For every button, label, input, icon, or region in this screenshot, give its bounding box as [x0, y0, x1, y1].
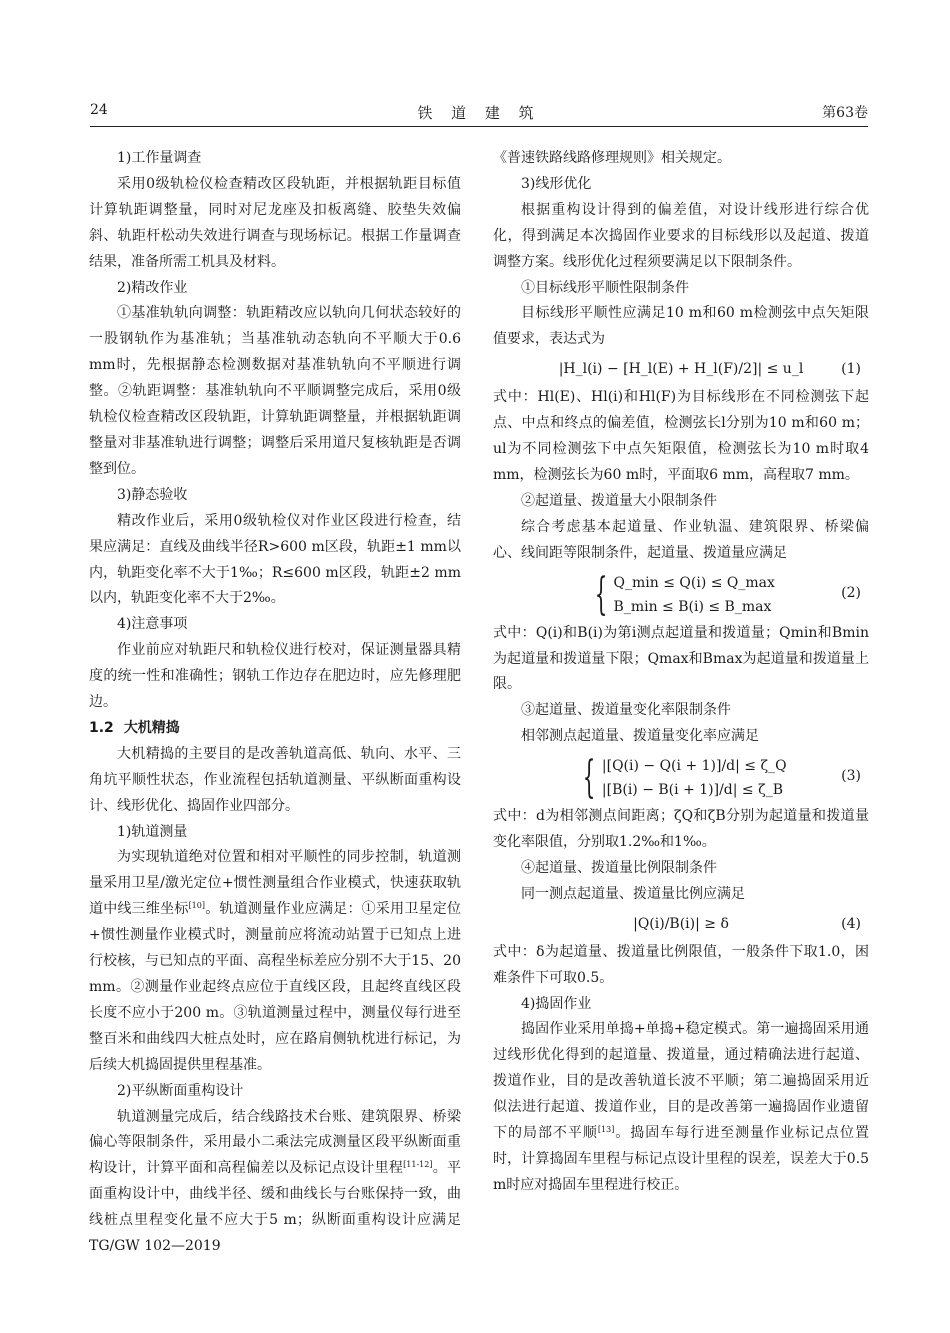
page-number: 24 — [90, 102, 108, 118]
paragraph: 综合考虑基本起道量、作业轨温、建筑限界、桥梁偏心、线间距等限制条件，起道量、拨道量应满足 — [493, 518, 869, 561]
section-title: 大机精捣 — [123, 719, 180, 736]
equation-system — [614, 571, 775, 619]
equation-line: B_min ≤ B(i) ≤ B_max — [613, 598, 772, 615]
paragraph: 作业前应对轨距尺和轨检仪进行校对，保证测量器具精度的统一性和准确性；钢轨工作边存在肥边时，应先修理肥边。 — [89, 642, 461, 711]
citation: [10] — [188, 901, 205, 911]
citation: [13] — [597, 1125, 615, 1135]
condition-heading: ③起道量、拨道量变化率限制条件 — [521, 702, 731, 719]
journal-title: 铁 道 建 筑 — [417, 104, 541, 122]
volume-label: 第63卷 — [822, 105, 868, 121]
equation-line: Q_min ≤ Q(i) ≤ Q_max — [613, 574, 775, 591]
equation-system — [602, 754, 787, 802]
subsection-heading: 3)线形优化 — [521, 175, 592, 192]
equation-body: |Q(i)/B(i)| ≥ δ — [633, 915, 729, 932]
subsection-heading: 4)捣固作业 — [521, 995, 592, 1012]
equation-line: |[Q(i) − Q(i + 1)]/d| ≤ ζ_Q — [601, 758, 787, 775]
paragraph: 相邻测点起道量、拨道量变化率应满足 — [521, 728, 759, 745]
subsection-heading: 1)工作量调查 — [117, 150, 202, 166]
brace-symbol: { — [583, 752, 596, 804]
header-rule — [90, 126, 868, 127]
equation-number: (2) — [841, 584, 861, 601]
subsection-heading: 4)注意事项 — [117, 616, 188, 633]
equation-line: |[B(i) − B(i + 1)]/d| ≤ ζ_B — [601, 782, 783, 799]
equation-2 — [493, 567, 869, 621]
subsection-heading: 1)轨道测量 — [117, 823, 188, 840]
left-column — [89, 146, 461, 1260]
paragraph: 式中：Hl(E)、Hl(i)和Hl(F)为目标线形在不同检测弦下起点、中点和终点的偏差值，检测弦长l分别为10 m和60 m；ul为不同检测弦下中点矢矩限值，检测弦长为10 m时取4 mm，检测弦长为60 m时，平面取6 mm，高程取7 mm。 — [493, 389, 869, 483]
paragraph: 为实现轨道绝对位置和相对平顺性的同步控制，轨道测量采用卫星/激光定位+惯性测量组合作业模式，快速获取轨道中线三维坐标[10]。轨道测量作业应满足：①采用卫星定位+惯性测量作业模式时，测量前应将流动站置于已知点上进行校核，与已知点的平面、高程坐标差应分别不大于15、20 mm。②测量作业起终点应位于直线区段，且起终直线区段长度不应小于200 m。③轨道测量过程中，测量仪每行进至整百米和曲线四大桩点处时，应在路肩侧轨枕进行标记，为后续大机捣固提供里程基准。 — [89, 849, 461, 1073]
equation-body: |H_l(i) − [H_l(E) + H_l(F)/2]| ≤ u_l — [558, 361, 804, 378]
subsection-heading: 2)精改作业 — [117, 279, 188, 296]
paragraph: 同一测点起道量、拨道量比例应满足 — [521, 885, 745, 902]
condition-heading: ①目标线形平顺性限制条件 — [521, 279, 689, 296]
paragraph: 捣固作业采用单捣+单捣+稳定模式。第一遍捣固采用通过线形优化得到的起道量、拨道量，通过精确法进行起道、拨道作业，目的是改善轨道长波不平顺；第二遍捣固采用近似法进行起道、拨道作业，目的是改善第一遍捣固作业遗留下的局部不平顺[13]。捣固车每行进至测量作业标记点位置时，计算捣固车里程与标记点设计里程的误差，误差大于0.5 m时应对捣固车里程进行校正。 — [493, 1021, 870, 1193]
subsection-heading: 2)平纵断面重构设计 — [117, 1082, 244, 1099]
page-header — [90, 102, 868, 128]
section-number: 1.2 — [89, 719, 114, 736]
citation: [11-12] — [403, 1160, 433, 1170]
equation-number: (4) — [841, 915, 861, 932]
subsection-heading: 3)静态验收 — [117, 486, 188, 503]
paragraph: 目标线形平顺性应满足10 m和60 m检测弦中点矢矩限值要求，表达式为 — [493, 305, 869, 348]
paragraph: 式中：δ为起道量、拨道量比例限值，一般条件下取1.0，困难条件下可取0.5。 — [493, 943, 869, 986]
paragraph: 《普速铁路线路修理规则》相关规定。 — [493, 150, 731, 166]
condition-heading: ④起道量、拨道量比例限制条件 — [521, 859, 717, 876]
equation-1 — [493, 353, 869, 385]
paragraph: 轨道测量完成后，结合线路技术台账、建筑限界、桥梁偏心等限制条件，采用最小二乘法完成测量区段平纵断面重构设计，计算平面和高程偏差以及标记点设计里程[11-12]。平面重构设计中，曲线半径、缓和曲线长与台账保持一致，曲线桩点里程变化量不应大于5 m；纵断面重构设计应满足TG/GW 102—2019 — [89, 1108, 462, 1255]
equation-number: (1) — [841, 361, 861, 378]
paragraph: 大机精捣的主要目的是改善轨道高低、轨向、水平、三角坑平顺性状态，作业流程包括轨道测量、平纵断面重构设计、线形优化、捣固作业四部分。 — [89, 745, 461, 814]
paragraph: 根据重构设计得到的偏差值，对设计线形进行综合优化，得到满足本次捣固作业要求的目标线形以及起道、拨道调整方案。线形优化过程须要满足以下限制条件。 — [493, 201, 869, 270]
brace-symbol: { — [594, 568, 608, 620]
equation-number: (3) — [841, 768, 861, 785]
section-heading — [89, 716, 461, 742]
condition-heading: ②起道量、拨道量大小限制条件 — [521, 492, 717, 509]
paragraph: 精改作业后，采用0级轨检仪对作业区段进行检查，结果应满足：直线及曲线半径R>600 m区段，轨距±1 mm以内，轨距变化率不大于1‰；R≤600 m区段，轨距±2 mm以内，轨距变化率不大于2‰。 — [89, 512, 461, 607]
paragraph: ①基准轨轨向调整：轨距精改应以轨向几何状态较好的一股钢轨作为基准轨；当基准轨动态轨向不平顺大于0.6 mm时，先根据静态检测数据对基准轨轨向不平顺进行调整。②轨距调整：基准轨轨向不平顺调整完成后，采用0级轨检仪检查精改区段轨距，计算轨距调整量，并根据轨距调整量对非基准轨进行调整；调整后采用道尺复核轨距是否调整到位。 — [89, 305, 461, 477]
paragraph: 式中：Q(i)和B(i)为第i测点起道量和拨道量；Qmin和Bmin为起道量和拨道量下限；Qmax和Bmax为起道量和拨道量上限。 — [493, 624, 869, 693]
equation-4 — [493, 908, 869, 940]
paragraph: 采用0级轨检仪检查精改区段轨距，并根据轨距目标值计算轨距调整量，同时对尼龙座及扣板离缝、胶垫失效偏斜、轨距杆松动失效进行调查与现场标记。根据工作量调查结果，准备所需工机具及材料。 — [89, 175, 461, 270]
right-column — [493, 146, 869, 1199]
paragraph: 式中：d为相邻测点间距离；ζQ和ζB分别为起道量和拨道量变化率限值，分别取1.2‰和1‰。 — [493, 808, 869, 851]
equation-3 — [493, 750, 869, 804]
